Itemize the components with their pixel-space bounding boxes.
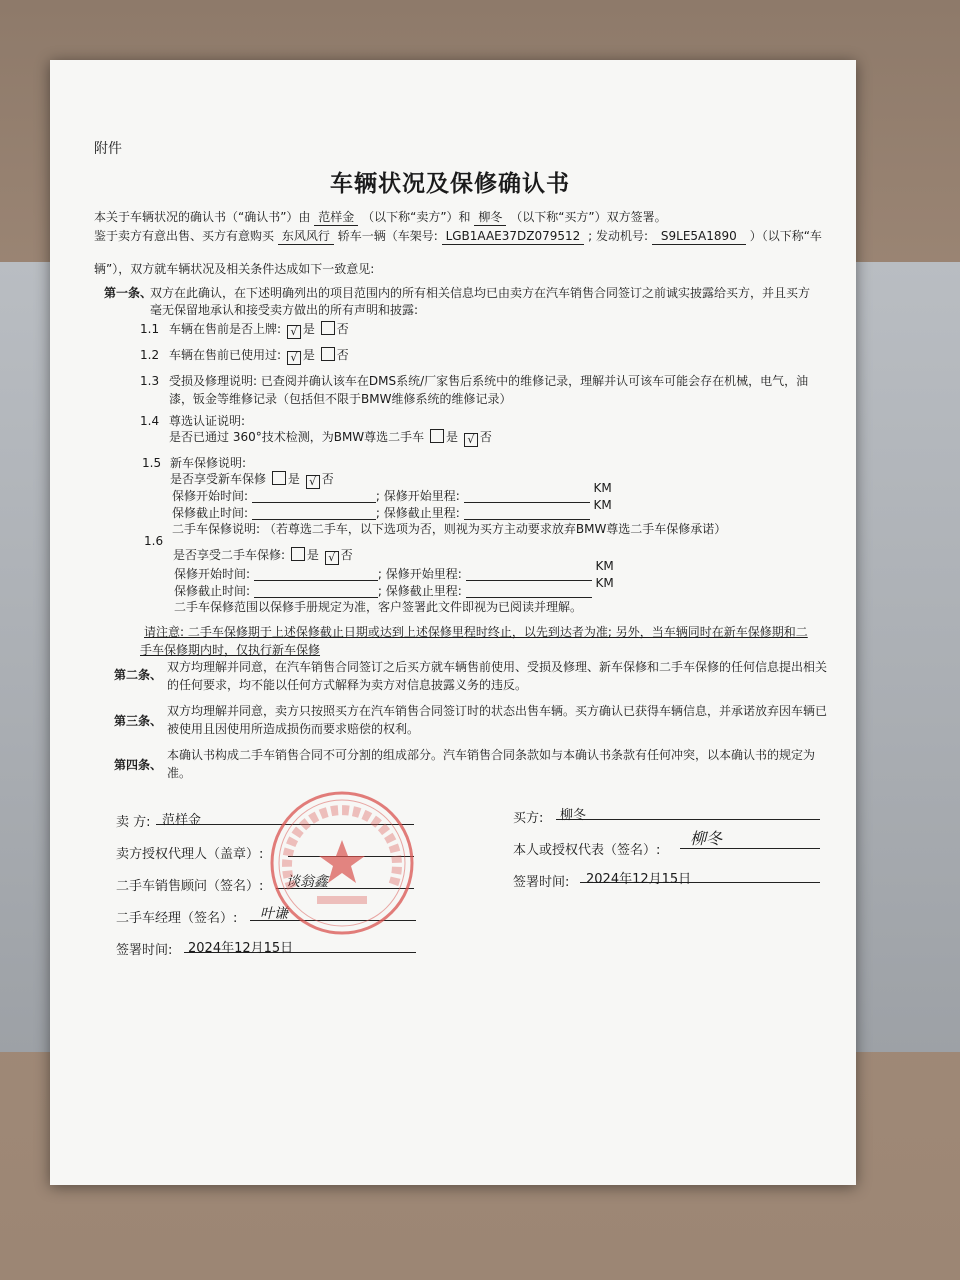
used-warranty-start-row [174, 559, 614, 582]
attachment-label: 附件 [94, 141, 122, 157]
article-2-line-2: 的任何要求，均不能以任何方式解释为卖方对信息披露义务的违反。 [167, 678, 528, 692]
buyer-line [556, 803, 820, 820]
intro-text: ; 发动机号: [588, 229, 649, 243]
article-2-label: 第二条、 [114, 668, 163, 682]
no-label: 否 [479, 430, 492, 444]
warranty-note-line-2: 手车保修期内时，仅执行新车保修 [140, 643, 321, 657]
checkbox-no[interactable] [321, 321, 335, 335]
no-label: 否 [336, 348, 349, 362]
article-3-line-1: 双方均理解并同意，卖方只按照买方在汽车销售合同签订时的状态出售车辆。买方确认已获得车辆信息，并承诺放弃因车辆已 [167, 704, 828, 718]
article-4-line-2: 准。 [167, 766, 192, 780]
item-1-3-number: 1.3 [140, 374, 160, 388]
article-1-line-2: 毫无保留地承认和接受卖方做出的所有声明和披露: [150, 303, 419, 317]
item-1-4-text-1: 尊选认证说明: [169, 414, 246, 428]
brand-field: 东风风行 [278, 227, 334, 245]
new-warranty-start-row [172, 481, 612, 504]
article-4-line-1: 本确认书构成二手车销售合同不可分割的组成部分。汽车销售合同条款如与本确认书条款有任何冲突，以本确认书的规定为 [167, 748, 816, 762]
seller-label: 卖 方: [116, 815, 151, 830]
manager-signature: 叶谦 [260, 906, 288, 922]
intro-text: 鉴于卖方有意出售、买方有意购买 [94, 229, 275, 243]
used-warranty-end-row [174, 576, 614, 599]
intro-text: （以下称“买方”）双方签署。 [510, 210, 667, 224]
start-km-field[interactable] [464, 502, 590, 503]
representative-label: 本人或授权代表（签名）: [513, 843, 661, 858]
agent-label: 卖方授权代理人（盖章）: [116, 847, 264, 862]
checkbox-yes[interactable] [272, 471, 286, 485]
intro-text: 轿车一辆（车架号: [337, 229, 438, 243]
document-page [50, 60, 856, 1185]
item-1-5-text-1: 新车保修说明: [170, 456, 247, 470]
article-4-label: 第四条、 [114, 758, 163, 772]
checkbox-yes[interactable] [287, 351, 301, 365]
check-mark-icon: √ [328, 551, 336, 564]
buyer-value: 柳冬 [560, 808, 587, 823]
warranty-note-line-1: 请注意: 二手车保修期于上述保修截止日期或达到上述保修里程时终止，以先到达者为准; 另外，当车辆同时在新车保修期和二 [144, 625, 808, 639]
item-1-2-text: 车辆在售前已使用过: [169, 348, 282, 362]
intro-line-2 [94, 227, 822, 245]
seller-date-label: 签署时间: [116, 943, 173, 958]
no-label: 否 [321, 472, 334, 486]
seller-value: 范样金 [162, 813, 202, 828]
buyer-label: 买方: [513, 811, 544, 826]
item-1-2 [169, 346, 349, 365]
item-1-4-number: 1.4 [140, 414, 160, 428]
yes-label: 是 [446, 430, 459, 444]
check-mark-icon: √ [290, 325, 298, 338]
end-time-label: 保修截止时间: [172, 506, 249, 520]
intro-text: （以下称“卖方”）和 [362, 210, 471, 224]
start-time-field[interactable] [254, 580, 378, 581]
yes-label: 是 [306, 548, 319, 562]
item-1-5-text-2: 是否享受新车保修 [170, 472, 267, 486]
item-1-1-text: 车辆在售前是否上牌: [169, 322, 282, 336]
no-label: 否 [336, 322, 349, 336]
checkbox-yes[interactable] [430, 429, 444, 443]
article-3-label: 第三条、 [114, 714, 163, 728]
item-1-5-number: 1.5 [142, 456, 162, 470]
no-label: 否 [340, 548, 353, 562]
item-1-4 [169, 428, 492, 447]
checkbox-no[interactable] [321, 347, 335, 361]
item-1-3-text-1: 受损及修理说明: 已查阅并确认该车在DMS系统/厂家售后系统中的维修记录，理解并认可该车可能会存在机械，电气，油 [169, 374, 809, 388]
manager-label: 二手车经理（签名）: [116, 911, 238, 926]
end-km-label: 保修截止里程: [383, 506, 460, 520]
representative-signature: 柳冬 [690, 829, 723, 848]
advisor-signature: 谈翁鑫 [286, 874, 328, 890]
yes-label: 是 [302, 322, 315, 336]
checkbox-no[interactable] [325, 551, 339, 565]
item-1-1 [169, 320, 349, 339]
item-1-6 [173, 546, 353, 565]
separator: ; [375, 489, 380, 503]
new-warranty-end-row [172, 498, 612, 521]
engine-number-field: S9LE5A1890 [652, 229, 746, 245]
yes-label: 是 [302, 348, 315, 362]
km-unit: KM [595, 559, 614, 573]
intro-text: 本关于车辆状况的确认书（“确认书”）由 [94, 210, 311, 224]
intro-line-3: 辆”），双方就车辆状况及相关条件达成如下一致意见: [94, 262, 375, 276]
item-1-4-text-2: 是否已通过 360°技术检测，为BMW尊选二手车 [169, 430, 425, 444]
yes-label: 是 [287, 472, 300, 486]
seller-name-field: 范样金 [314, 208, 358, 226]
separator: ; [375, 506, 380, 520]
km-unit: KM [595, 576, 614, 590]
item-1-2-number: 1.2 [140, 348, 160, 362]
article-2-line-1: 双方均理解并同意，在汽车销售合同签订之后买方就车辆售前使用、受损及修理、新车保修和二手车保修的任何信息提出相关 [167, 660, 828, 674]
seller-date: 2024年12月15日 [188, 941, 294, 956]
buyer-date: 2024年12月15日 [586, 872, 692, 887]
start-time-field[interactable] [252, 502, 376, 503]
check-mark-icon: √ [467, 433, 475, 446]
item-1-1-number: 1.1 [140, 322, 160, 336]
checkbox-no[interactable] [464, 433, 478, 447]
km-unit: KM [593, 498, 612, 512]
vin-field: LGB1AAE37DZ079512 [442, 229, 585, 245]
item-1-6-scope: 二手车保修范围以保修手册规定为准，客户签署此文件即视为已阅读并理解。 [174, 600, 583, 614]
end-time-label: 保修截止时间: [174, 584, 251, 598]
company-seal-icon [267, 788, 417, 938]
start-km-label: 保修开始里程: [385, 567, 462, 581]
check-mark-icon: √ [290, 351, 298, 364]
article-3-line-2: 被使用且因使用所造成损伤而要求赔偿的权利。 [167, 722, 420, 736]
start-time-label: 保修开始时间: [174, 567, 251, 581]
checkbox-yes[interactable] [291, 547, 305, 561]
check-mark-icon: √ [309, 475, 317, 488]
buyer-date-label: 签署时间: [513, 875, 570, 890]
separator: ; [377, 584, 382, 598]
item-1-3-text-2: 漆，钣金等维修记录（包括但不限于BMW维修系统的维修记录） [169, 392, 512, 406]
start-km-field[interactable] [466, 580, 592, 581]
start-km-label: 保修开始里程: [383, 489, 460, 503]
separator: ; [377, 567, 382, 581]
intro-text: ）（以下称“车 [749, 229, 822, 243]
buyer-name-field: 柳冬 [474, 208, 506, 226]
item-1-6-number: 1.6 [144, 534, 164, 548]
item-1-6-text-2: 是否享受二手车保修: [173, 548, 286, 562]
article-1-line-1: 双方在此确认，在下述明确列出的项目范围内的所有相关信息均已由卖方在汽车销售合同签订之前诚实披露给买方，并且买方 [150, 286, 811, 300]
end-km-label: 保修截止里程: [385, 584, 462, 598]
km-unit: KM [593, 481, 612, 495]
intro-line-1 [94, 208, 667, 226]
checkbox-yes[interactable] [287, 325, 301, 339]
advisor-label: 二手车销售顾问（签名）: [116, 879, 264, 894]
start-time-label: 保修开始时间: [172, 489, 249, 503]
item-1-6-text-1: 二手车保修说明: （若尊选二手车，以下选项为否，则视为买方主动要求放弃BMW尊选二手车保修承诺） [172, 522, 727, 536]
document-title: 车辆状况及保修确认书 [330, 171, 570, 197]
article-1-label: 第一条、 [104, 286, 153, 300]
